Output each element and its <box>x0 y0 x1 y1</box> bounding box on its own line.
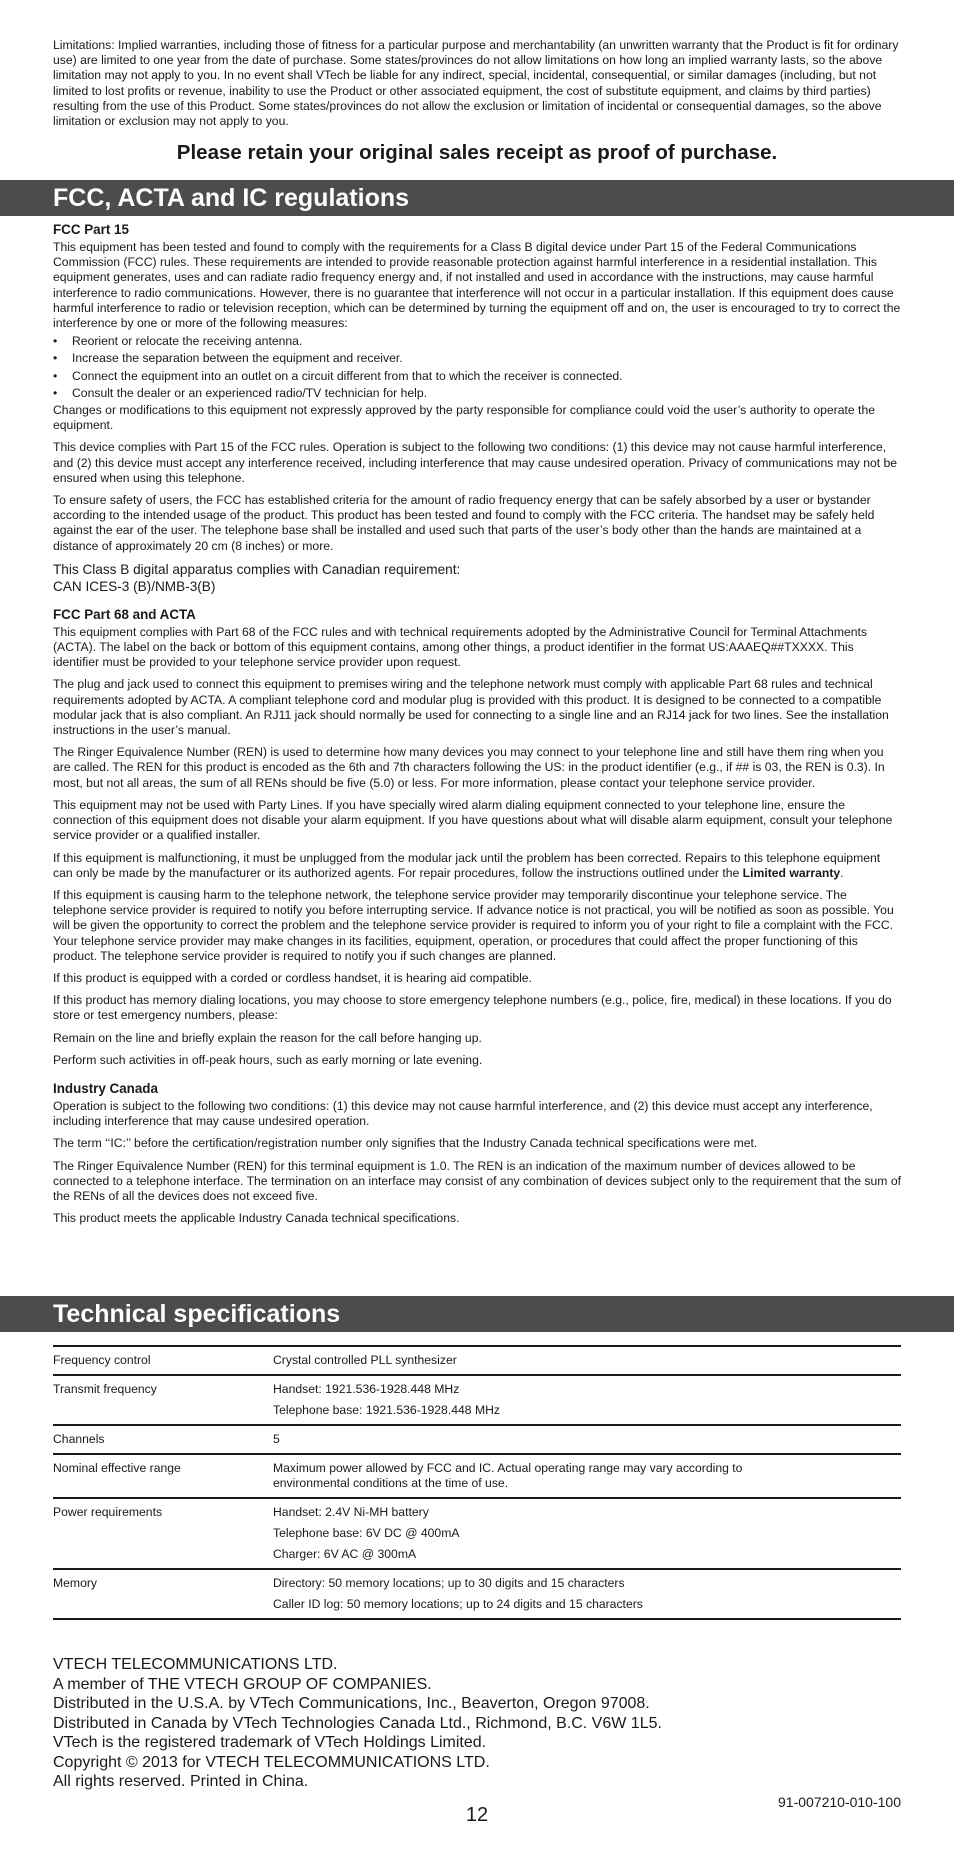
part68-paragraph: The Ringer Equivalence Number (REN) is used to determine how many devices you may connect to your telephone line and still have them ring when you are called. The REN for this product is encoded as the 6th and 7th characters following the US: in the product identifier (e.g., if ## is 03, the REN is 0.3). In most, but not all areas, the sum of all RENs should be five (5.0) or less. For more information, please contact your telephone service provider. <box>53 745 885 790</box>
spec-value <box>273 1569 901 1619</box>
fcc-complies-paragraph: This device complies with Part 15 of the FCC rules. Operation is subject to the following two conditions: (1) this device may not cause harmful interference, and (2) this device must accept any interference received, including interference that may cause undesired operation. Privacy of communications may not be ensured when using this telephone. <box>53 440 898 485</box>
spec-value-line: Crystal controlled PLL synthesizer <box>273 1353 457 1367</box>
tech-specs-table <box>53 1345 901 1620</box>
footer-line: All rights reserved. Printed in China. <box>53 1773 309 1790</box>
warranty-limitations-text: Limitations: Implied warranties, including those of fitness for a particular purpose and merchantability (an unwritten warranty that the Product is fit for ordinary use) are limited to one year from the date of purchase. Some states/provinces do not allow limitations on how long an implied warranty lasts, so the above limitation may not apply to you. In no event shall VTech be liable for any indirect, special, incidental, consequential, or similar damages (including, but not limited to lost profits or revenue, inability to use the Product or other associated equipment, the cost of substitute equipment, and claims by third parties) resulting from the use of this Product. Some states/provinces do not allow the exclusion or limitation of incidental or consequential damages, so the above limitation or exclusion may not apply to you. <box>53 38 899 129</box>
fcc-part15-intro: This equipment has been tested and found to comply with the requirements for a Class B digital device under Part 15 of the Federal Communications Commission (FCC) rules. These requirements are intended to provide reasonable protection against harmful interference in a residential installation. This equipment generates, uses and can radiate radio frequency energy and, if not installed and used in accordance with the instructions, may cause harmful interference to radio communications. However, there is no guarantee that interference will not occur in a particular installation. If this equipment does cause harmful interference to radio or television reception, which can be determined by turning the equipment off and on, the user is encouraged to try to correct the interference by one or more of the following measures: <box>53 240 901 331</box>
part68-paragraph: Perform such activities in off-peak hours, such as early morning or late evening. <box>53 1052 483 1067</box>
list-item: • Consult the dealer or an experienced radio/TV technician for help. <box>53 386 901 401</box>
part68-paragraph: If this equipment is causing harm to the telephone network, the telephone service provider may temporarily discontinue your telephone service. The telephone service provider is required to notify you before interrupting service. If advance notice is not practical, you will be notified as soon as possible. You will be given the opportunity to correct the problem and the telephone service provider is required to inform you of your right to file a complaint with the FCC. Your telephone service provider may make changes in its facilities, equipment, operation, or procedures that could affect the proper functioning of this product. The telephone service provider is required to notify you if such changes are planned. <box>53 887 894 963</box>
list-item: • Increase the separation between the equipment and receiver. <box>53 351 901 366</box>
table-row <box>53 1425 901 1454</box>
spec-value-line: Directory: 50 memory locations; up to 30 digits and 15 characters <box>273 1576 625 1590</box>
industry-canada-title: Industry Canada <box>53 1080 158 1096</box>
spec-value-line: Handset: 1921.536-1928.448 MHz <box>273 1382 460 1396</box>
industry-canada-paragraph: Operation is subject to the following two conditions: (1) this device may not cause harmful interference, and (2) this device must accept any interference, including interference that may cause undesired operation. <box>53 1098 873 1129</box>
industry-canada-paragraph: The Ringer Equivalence Number (REN) for this terminal equipment is 1.0. The REN is an indication of the maximum number of devices allowed to be connected to a telephone interface. The termination on an interface may consist of any combination of devices subject only to the requirement that the sum of the RENs of all the devices does not exceed five. <box>53 1158 901 1203</box>
limited-warranty-ref: Limited warranty <box>742 865 841 880</box>
spec-value-line: Handset: 2.4V Ni-MH battery <box>273 1505 429 1519</box>
fcc-part68-title: FCC Part 68 and ACTA <box>53 606 196 622</box>
spec-label: Power requirements <box>53 1505 163 1519</box>
spec-value-line: Maximum power allowed by FCC and IC. Actual operating range may vary according to environmental conditions at the time of use. <box>273 1461 743 1490</box>
industry-canada-paragraph: The term ‘‘IC:’’ before the certification/registration number only signifies that the Industry Canada technical specifications were met. <box>53 1136 758 1151</box>
spec-value-line: Charger: 6V AC @ 300mA <box>273 1547 417 1561</box>
canada-ices-code: CAN ICES-3 (B)/NMB-3(B) <box>53 579 216 595</box>
table-row <box>53 1498 901 1569</box>
company-footer <box>53 1655 662 1792</box>
spec-value <box>273 1425 901 1454</box>
spec-value-line: Caller ID log: 50 memory locations; up to 24 digits and 15 characters <box>273 1597 643 1611</box>
spec-label: Channels <box>53 1432 105 1446</box>
footer-line: VTECH TELECOMMUNICATIONS LTD. <box>53 1656 338 1673</box>
fcc-safety-paragraph: To ensure safety of users, the FCC has established criteria for the amount of radio frequency energy that can be safely absorbed by a user or bystander according to the intended usage of the product. This product has been tested and found to comply with the FCC criteria. The handset may be safely held against the ear of the user. The telephone base shall be installed and used such that parts of the user’s body other than the hands are maintained at a distance of approximately 20 cm (8 inches) or more. <box>53 493 875 553</box>
spec-value-line: Telephone base: 6V DC @ 400mA <box>273 1526 460 1540</box>
receipt-notice: Please retain your original sales receipt as proof of purchase. <box>176 141 778 165</box>
spec-value <box>273 1498 901 1569</box>
page-number: 12 <box>465 1804 489 1826</box>
part68-paragraph: This equipment may not be used with Party Lines. If you have specially wired alarm dialing equipment connected to your telephone line, ensure the connection of this equipment does not disable your alarm equipment. If you have questions about what will disable alarm equipment, consult your telephone service provider or a qualified installer. <box>53 797 893 843</box>
repair-text-end: . <box>840 865 844 880</box>
part68-paragraph: If this product is equipped with a corded or cordless handset, it is hearing aid compatible. <box>53 970 532 985</box>
spec-value <box>273 1346 901 1375</box>
table-row <box>53 1375 901 1425</box>
footer-line: Distributed in the U.S.A. by VTech Communications, Inc., Beaverton, Oregon 97008. <box>53 1695 650 1712</box>
part-number: 91-007210-010-100 <box>778 1794 901 1810</box>
footer-line: A member of THE VTECH GROUP OF COMPANIES. <box>53 1675 432 1693</box>
fcc-section-heading: FCC, ACTA and IC regulations <box>0 180 954 216</box>
table-row <box>53 1346 901 1375</box>
fcc-changes-paragraph: Changes or modifications to this equipment not expressly approved by the party responsible for compliance could void the user’s authority to operate the equipment. <box>53 403 875 433</box>
footer-line: Copyright © 2013 for VTECH TELECOMMUNICATIONS LTD. <box>53 1753 490 1771</box>
footer-line: VTech is the registered trademark of VTech Holdings Limited. <box>53 1734 487 1751</box>
part68-paragraph: If this product has memory dialing locations, you may choose to store emergency telephone numbers (e.g., police, fire, medical) in these locations. If you do store or test emergency numbers, please: <box>53 993 892 1023</box>
spec-value-line: 5 <box>273 1432 280 1446</box>
part68-paragraph: Remain on the line and briefly explain the reason for the call before hanging up. <box>53 1030 482 1045</box>
spec-value-line: Telephone base: 1921.536-1928.448 MHz <box>273 1403 500 1417</box>
list-item: • Connect the equipment into an outlet on a circuit different from that to which the receiver is connected. <box>53 369 901 384</box>
footer-line: Distributed in Canada by VTech Technologies Canada Ltd., Richmond, B.C. V6W 1L5. <box>53 1714 662 1732</box>
part68-paragraph: The plug and jack used to connect this equipment to premises wiring and the telephone network must comply with applicable Part 68 rules and technical requirements adopted by ACTA. A compliant telephone cord and modular plug is provided with this product. It is designed to be connected to a compatible modular jack that is also compliant. An RJ11 jack should normally be used for connecting to a single line and an RJ14 jack for two lines. See the installation instructions in the user’s manual. <box>53 677 889 738</box>
list-item: • Reorient or relocate the receiving antenna. <box>53 334 901 349</box>
spec-label: Nominal effective range <box>53 1461 181 1475</box>
spec-label: Memory <box>53 1576 98 1590</box>
part68-paragraph: This equipment complies with Part 68 of the FCC rules and with technical requirements adopted by the Administrative Council for Terminal Attachments (ACTA). The label on the back or bottom of this equipment contains, among other things, a product identifier in the format US:AAAEQ##TXXXX. This identifier must be provided to your telephone service provider upon request. <box>53 624 868 670</box>
spec-value <box>273 1375 901 1425</box>
table-row <box>53 1454 901 1498</box>
part68-repair-paragraph <box>53 851 901 881</box>
warranty-block <box>53 38 901 166</box>
canada-requirement-line: This Class B digital apparatus complies with Canadian requirement: <box>53 561 461 577</box>
spec-value <box>273 1454 901 1498</box>
fcc-part15-title: FCC Part 15 <box>53 222 129 237</box>
industry-canada-paragraph: This product meets the applicable Industry Canada technical specifications. <box>53 1211 460 1226</box>
fcc-measures-list <box>53 334 901 401</box>
spec-label: Frequency control <box>53 1353 151 1367</box>
table-row <box>53 1569 901 1619</box>
fcc-section-body <box>53 221 901 1233</box>
tech-specs-heading: Technical specifications <box>0 1296 954 1332</box>
repair-text: If this equipment is malfunctioning, it must be unplugged from the modular jack until the problem has been corrected. Repairs to this telephone equipment can only be made by the manufacturer or its authorized agents. For repair procedures, follow the instructions outlined under the <box>53 850 881 880</box>
spec-label: Transmit frequency <box>53 1382 157 1396</box>
canada-requirement <box>53 561 901 596</box>
